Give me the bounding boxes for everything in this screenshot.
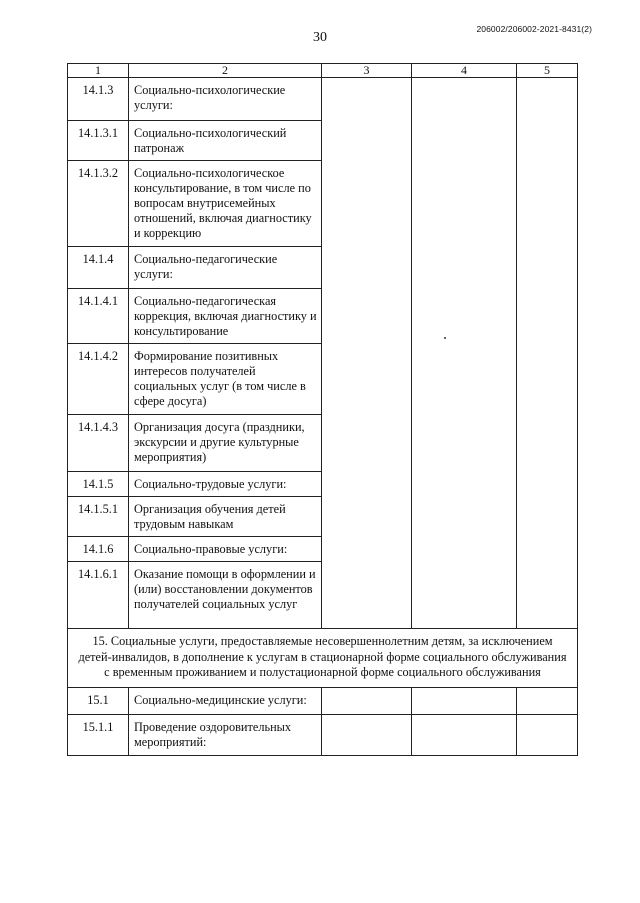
- row-text: Организация досуга (праздники, экскурсии и другие культурные мероприятия): [129, 415, 322, 472]
- row-text: Социально-правовые услуги:: [129, 537, 322, 562]
- stray-mark: [444, 337, 446, 339]
- empty-cell: [322, 714, 412, 755]
- column-5-merged-cell: [517, 78, 578, 629]
- row-number: 15.1.1: [68, 714, 129, 755]
- document-id: 206002/206002-2021-8431(2): [476, 24, 592, 34]
- table-row: [68, 78, 578, 121]
- empty-cell: [517, 714, 578, 755]
- column-header-5: 5: [517, 64, 578, 78]
- table-row: [68, 687, 578, 714]
- column-header-3: 3: [322, 64, 412, 78]
- row-text: Социально-психологические услуги:: [129, 78, 322, 121]
- page-number: 30: [313, 30, 327, 45]
- section-15-line-1: 15. Социальные услуги, предоставляемые несовершеннолетним детям, за исключением: [92, 634, 553, 648]
- row-text: Оказание помощи в оформлении и (или) восстановлении документов получателей социальных услуг: [129, 562, 322, 629]
- column-header-2: 2: [129, 64, 322, 78]
- empty-cell: [322, 687, 412, 714]
- row-number: 14.1.3: [68, 78, 129, 121]
- row-text: Социально-трудовые услуги:: [129, 472, 322, 497]
- column-4-merged-cell: [412, 78, 517, 629]
- row-text: Социально-педагогическая коррекция, включая диагностику и консультирование: [129, 289, 322, 344]
- row-number: 14.1.6.1: [68, 562, 129, 629]
- row-number: 14.1.5: [68, 472, 129, 497]
- section-15-heading: [68, 629, 578, 688]
- section-heading-row: [68, 629, 578, 688]
- row-number: 15.1: [68, 687, 129, 714]
- empty-cell: [412, 687, 517, 714]
- row-number: 14.1.4.3: [68, 415, 129, 472]
- column-3-merged-cell: [322, 78, 412, 629]
- row-text: Социально-психологический патронаж: [129, 121, 322, 161]
- row-text: Проведение оздоровительных мероприятий:: [129, 714, 322, 755]
- row-text: Социально-психологическое консультирование, в том числе по вопросам внутрисемейных отношений, включая диагностику и коррекцию: [129, 161, 322, 247]
- row-text: Социально-педагогические услуги:: [129, 247, 322, 289]
- empty-cell: [412, 714, 517, 755]
- row-number: 14.1.4.2: [68, 344, 129, 415]
- empty-cell: [517, 687, 578, 714]
- column-header-1: 1: [68, 64, 129, 78]
- row-text: Формирование позитивных интересов получателей социальных услуг (в том числе в сфере досуга): [129, 344, 322, 415]
- row-number: 14.1.5.1: [68, 497, 129, 537]
- row-number: 14.1.3.1: [68, 121, 129, 161]
- column-header-4: 4: [412, 64, 517, 78]
- row-number: 14.1.4.1: [68, 289, 129, 344]
- row-number: 14.1.4: [68, 247, 129, 289]
- services-table: [67, 63, 578, 756]
- row-number: 14.1.3.2: [68, 161, 129, 247]
- section-15-line-2: детей-инвалидов, в дополнение к услугам в стационарной форме социального обслуживания: [78, 649, 567, 664]
- row-number: 14.1.6: [68, 537, 129, 562]
- row-text: Организация обучения детей трудовым навыкам: [129, 497, 322, 537]
- row-text: Социально-медицинские услуги:: [129, 687, 322, 714]
- section-15-line-3: с временным проживанием и полустационарной форме социального обслуживания: [104, 665, 541, 679]
- table-row: [68, 714, 578, 755]
- table-header-row: [68, 64, 578, 78]
